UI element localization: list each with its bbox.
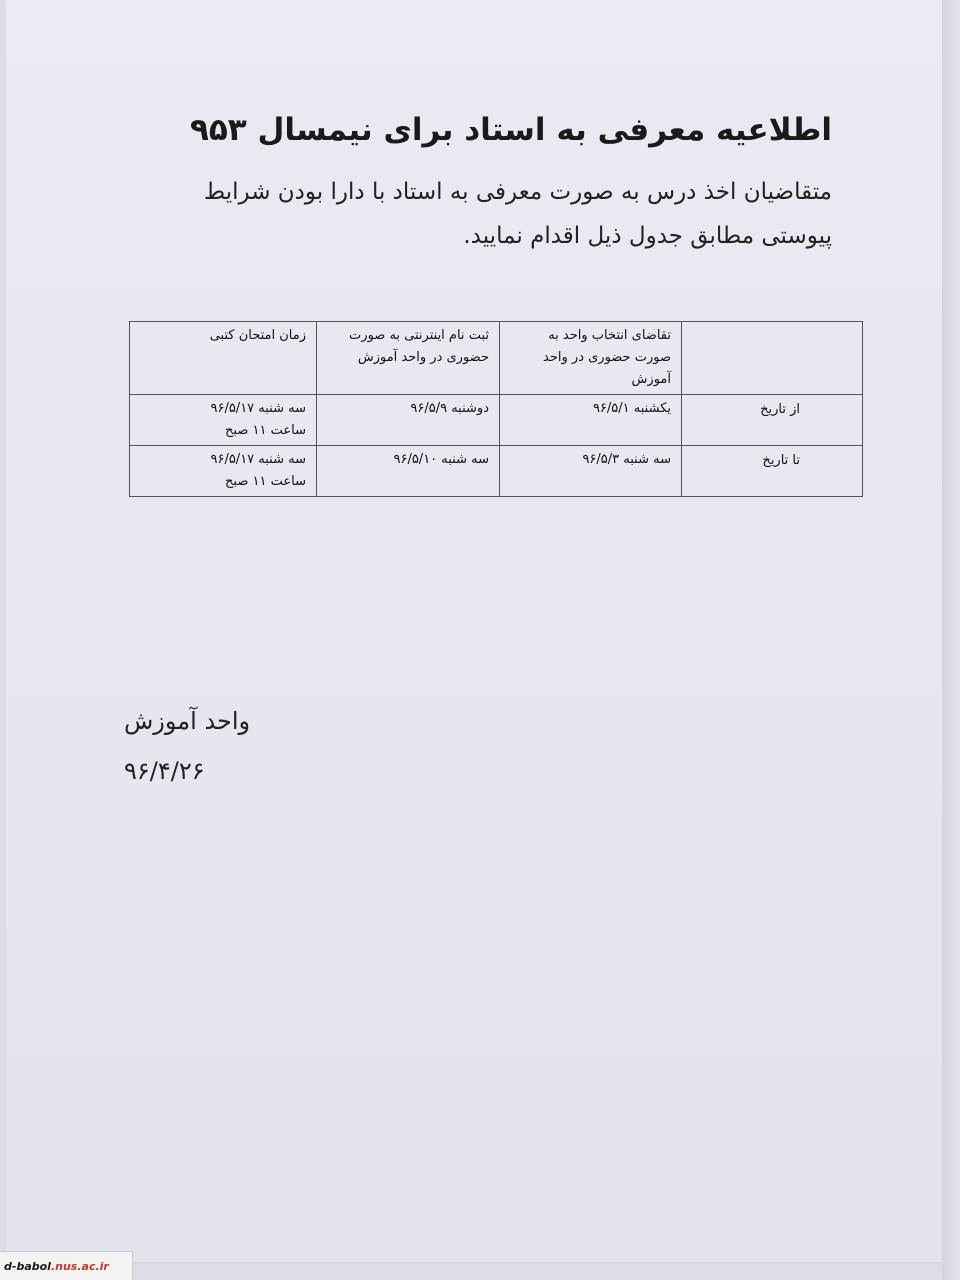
notice-body [92,170,832,258]
table-header-cell: ثبت نام اینترنتی به صورت حضوری در واحد آموزش [317,322,500,395]
exam-cell [130,446,317,497]
request-date-cell: سه شنبه ۹۶/۵/۳ [500,446,682,497]
table-header-cell [682,322,863,395]
table-row [130,446,863,497]
signature-block [124,696,324,796]
watermark-domain: d-babol [4,1259,51,1273]
exam-time: ساعت ۱۱ صبح [225,474,306,489]
notice-title: اطلاعیه معرفی به استاد برای نیمسال ۹۵۳ [189,112,832,148]
notice-body-line-1: متقاضیان اخذ درس به صورت معرفی به استاد با دارا بودن شرایط [203,179,832,205]
notice-body-line-2: پیوستی مطابق جدول ذیل اقدام نمایید. [463,223,832,249]
watermark-suffix: .nus.ac.ir [50,1259,109,1273]
request-date-cell: یکشنبه ۹۶/۵/۱ [500,395,682,446]
signature-date: ۹۶/۴/۲۶ [124,757,205,785]
table-row [130,395,863,446]
register-date-cell: سه شنبه ۹۶/۵/۱۰ [317,446,500,497]
row-label: تا تاریخ [682,446,863,497]
signature-unit: واحد آموزش [124,707,251,735]
document-page [6,0,942,1262]
site-watermark [0,1251,133,1280]
exam-cell [130,395,317,446]
register-date-cell: دوشنبه ۹۶/۵/۹ [317,395,500,446]
table-header-row [130,322,863,395]
exam-date: سه شنبه ۹۶/۵/۱۷ [210,401,306,416]
table-header-cell: زمان امتحان کتبی [130,322,317,395]
row-label: از تاریخ [682,395,863,446]
exam-date: سه شنبه ۹۶/۵/۱۷ [210,452,306,467]
table-header-cell: تقاضای انتخاب واحد به صورت حضوری در واحد آموزش [500,322,682,395]
paper-edge [942,0,960,1280]
schedule-table [129,321,863,497]
exam-time: ساعت ۱۱ صبح [225,423,306,438]
